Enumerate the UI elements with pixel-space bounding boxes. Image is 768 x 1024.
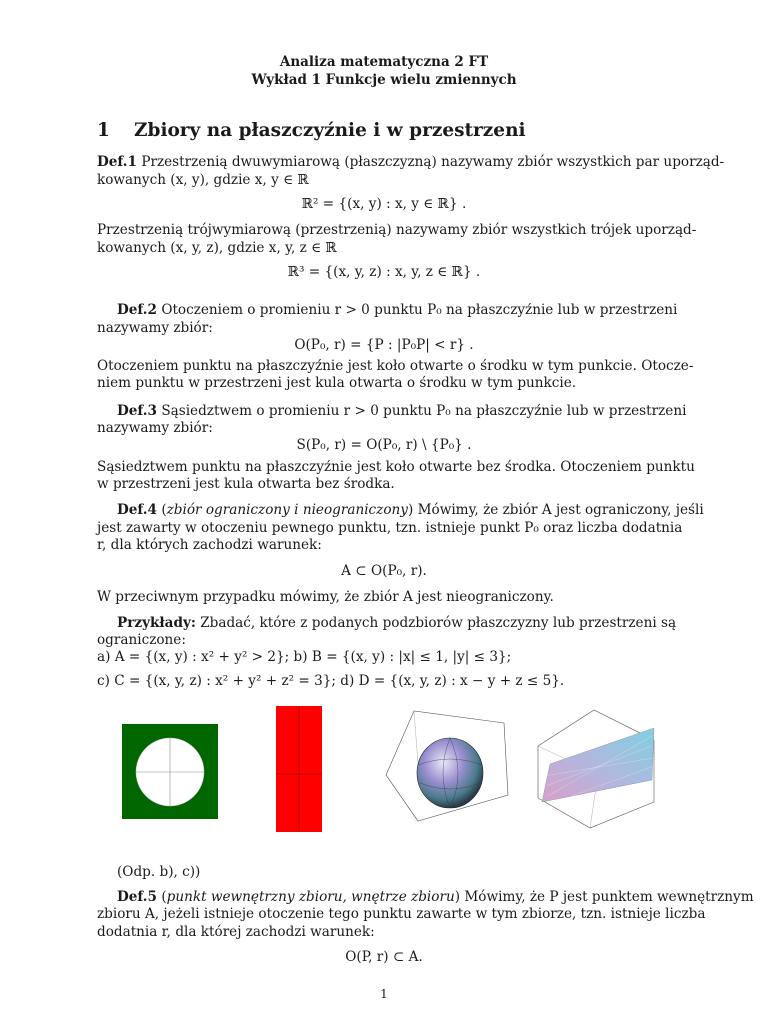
def3-label: Def.3	[117, 403, 157, 419]
figure-set-a	[122, 724, 218, 819]
def3-line3: Sąsiedztwem punktu na płaszczyźnie jest koło otwarte bez środka. Otoczeniem punktu	[97, 459, 695, 475]
example-a-b: a) A = {(x, y) : x² + y² > 2}; b) B = {(x, y) : |x| ≤ 1, |y| ≤ 3};	[97, 649, 512, 665]
plane-icon	[542, 728, 654, 802]
def5-formula: O(P, r) ⊂ A.	[345, 949, 423, 965]
def1-formula-r2: ℝ² = {(x, y) : x, y ∈ ℝ} .	[301, 196, 467, 212]
sphere-icon	[417, 738, 483, 808]
def4-label: Def.4	[117, 502, 157, 518]
examples-line2: ograniczone:	[97, 632, 186, 648]
def5-label: Def.5	[117, 889, 157, 905]
def4-formula: A ⊂ O(P₀, r).	[341, 563, 427, 579]
figure-set-d-plane	[530, 706, 662, 832]
section-title: Zbiory na płaszczyźnie i w przestrzeni	[134, 120, 526, 141]
def5-line2: zbioru A, jeżeli istnieje otoczenie tego punktu zawarte w tym zbiorze, tzn. istnieje liczba	[97, 906, 706, 922]
def2-line1: Def.2 Otoczeniem o promieniu r > 0 punktu P₀ na płaszczyźnie lub w przestrzeni	[117, 302, 678, 318]
def4-line3: r, dla których zachodzi warunek:	[97, 537, 322, 553]
def3-line2: nazywamy zbiór:	[97, 420, 213, 436]
def1-label: Def.1	[97, 154, 137, 170]
def5-line3: dodatnia r, dla której zachodzi warunek:	[97, 924, 375, 940]
def3-line1: Def.3 Sąsiedztwem o promieniu r > 0 punktu P₀ na płaszczyźnie lub w przestrzeni	[117, 403, 687, 419]
figure-set-c-sphere	[378, 703, 516, 829]
examples-line1: Przykłady: Zbadać, które z podanych podzbiorów płaszczyzny lub przestrzeni są	[117, 615, 677, 631]
examples-answer: (Odp. b), c))	[117, 864, 201, 880]
def2-line3: Otoczeniem punktu na płaszczyźnie jest koło otwarte o środku w tym punkcie. Otocze-	[97, 358, 694, 374]
figure-set-b	[276, 706, 322, 832]
def2-label: Def.2	[117, 302, 157, 318]
def5-line1: Def.5 (punkt wewnętrzny zbioru, wnętrze zbioru) Mówimy, że P jest punktem wewnętrznym	[117, 889, 754, 905]
def1-formula-r3: ℝ³ = {(x, y, z) : x, y, z ∈ ℝ} .	[287, 264, 481, 280]
def1-line2: kowanych (x, y), gdzie x, y ∈ ℝ	[97, 172, 309, 188]
def4-line2: jest zawarty w otoczeniu pewnego punktu, tzn. istnieje punkt P₀ oraz liczba dodatnia	[97, 520, 683, 536]
def1-line4: kowanych (x, y, z), gdzie x, y, z ∈ ℝ	[97, 240, 337, 256]
section-number: 1	[97, 120, 110, 141]
document-subtitle: Wykład 1 Funkcje wielu zmiennych	[251, 72, 517, 88]
def1-line1: Def.1 Przestrzenią dwuwymiarową (płaszczyzną) nazywamy zbiór wszystkich par uporząd-	[97, 154, 725, 170]
def2-line4: niem punktu w przestrzeni jest kula otwarta o środku w tym punkcie.	[97, 375, 577, 391]
def3-formula: S(P₀, r) = O(P₀, r) \ {P₀} .	[296, 437, 472, 453]
def2-formula: O(P₀, r) = {P : |P₀P| < r} .	[294, 337, 474, 353]
def2-line2: nazywamy zbiór:	[97, 320, 213, 336]
example-c-d: c) C = {(x, y, z) : x² + y² + z² = 3}; d) D = {(x, y, z) : x − y + z ≤ 5}.	[97, 673, 565, 689]
def4-line4: W przeciwnym przypadku mówimy, że zbiór A jest nieograniczony.	[97, 589, 554, 605]
page-number: 1	[380, 987, 388, 1001]
section-heading	[97, 120, 526, 141]
def1-line3: Przestrzenią trójwymiarową (przestrzenią) nazywamy zbiór wszystkich trójek uporząd-	[97, 222, 697, 238]
examples-label: Przykłady:	[117, 615, 196, 631]
def4-line1: Def.4 (zbiór ograniczony i nieograniczony) Mówimy, że zbiór A jest ograniczony, jeśli	[117, 502, 704, 518]
def3-line4: w przestrzeni jest kula otwarta bez środka.	[97, 476, 395, 492]
document-title: Analiza matematyczna 2 FT	[279, 54, 489, 70]
